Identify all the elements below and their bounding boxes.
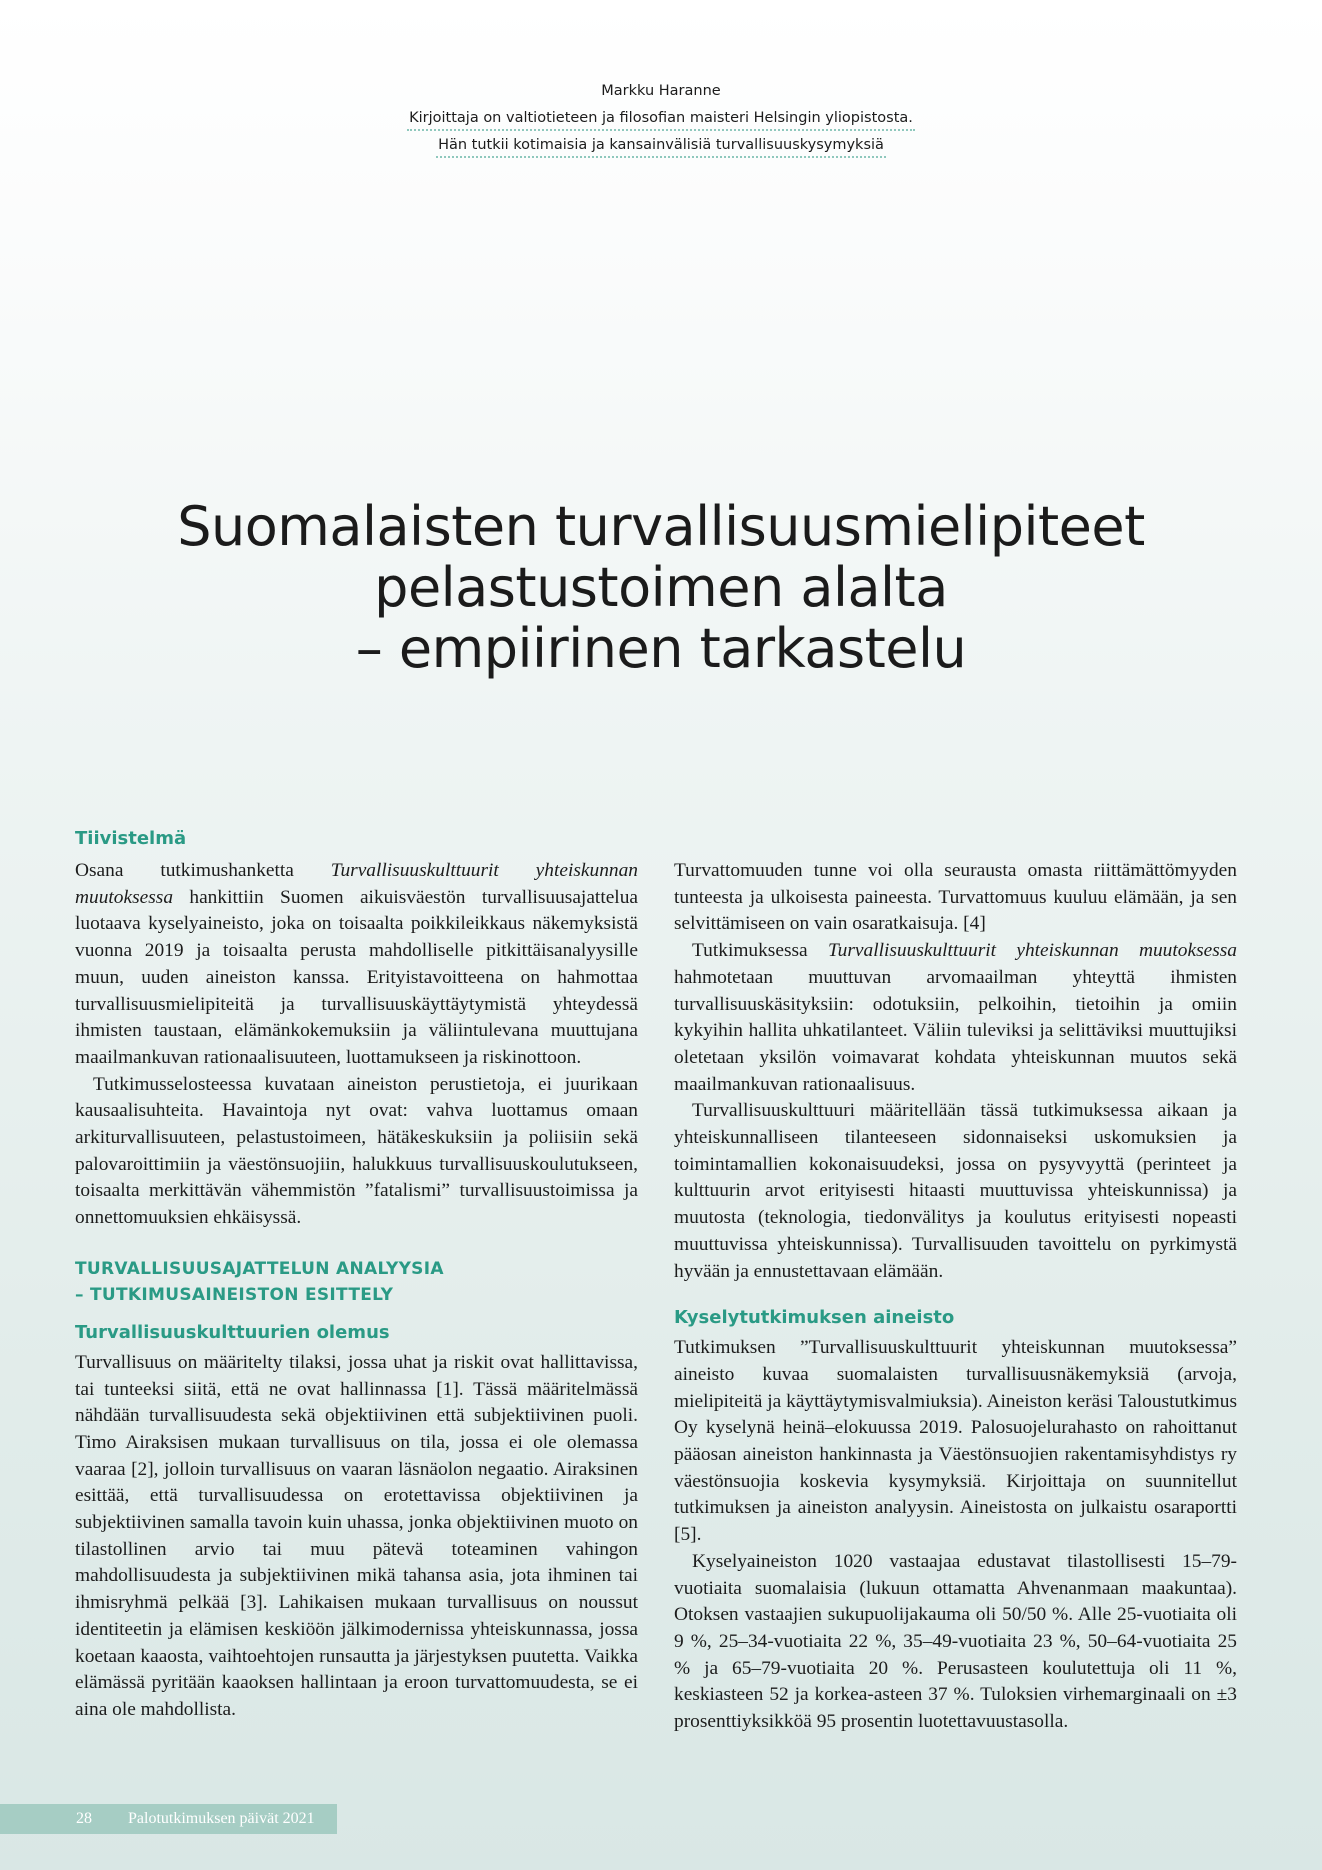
section-heading: TURVALLISUUSAJATTELUN ANALYYSIA – TUTKIMUSAINEISTON ESITTELY	[75, 1258, 444, 1305]
body-paragraph-1: Turvallisuus on määritelty tilaksi, jossa uhat ja riskit ovat hallittavissa, tai tunteeksi siitä, että ne ovat hallinnassa [1]. Tässä määritelmässä nähdään turvallisuudesta sekä objektiivinen että subjektiivinen puoli. Timo Airaksisen mukaan turvallisuus on tila, jossa ei ole olemassa vaaraa [2], jolloin turvallisuus on vaaran läsnäolon negaatio. Airaksinen esittää, että turvallisuudessa on erotettavissa objektiivinen ja subjektiivinen samalla tavoin kuin uhassa, jonka objektiivinen muoto on tilastollinen arvio tai muu pätevä toteaminen vahingon mahdollisuudesta ja subjektiivinen mikä tahansa asia, jota ihminen tai ihmisryhmä pelkää [3]. Lahikaisen mukaan turvallisuus on noussut identiteetin ja elämisen keskiöön jälkimodernissa yhteiskunnassa, jossa koetaan kaaosta, vaihtoehtojen runsautta ja järjestyksen puutetta. Vaikka elämässä pyritään kaaoksen hallintaan ja eroon turvattomuudesta, se ei aina ole mahdollista.	[75, 1351, 638, 1720]
author-bio-line1: Kirjoittaja on valtiotieteen ja filosofian maisteri Helsingin yliopistosta.	[407, 107, 915, 131]
title-line-3: – empiirinen tarkastelu	[355, 617, 967, 680]
subsection-heading-olemus: Turvallisuuskulttuurien olemus	[75, 1321, 390, 1343]
author-bio-line2: Hän tutkii kotimaisia ja kansainvälisiä turvallisuuskysymyksiä	[436, 134, 886, 158]
publication-name: Palotutkimuksen päivät 2021	[128, 1810, 315, 1827]
right-paragraph-5: Kyselyaineiston 1020 vastaajaa edustavat tilastollisesti 15–79-vuotiaita suomalaisia (lukuun ottamatta Ahvenanmaan maakuntaa). Otoksen vastaajien sukupuolijakauma oli 50/50 %. Alle 25-vuotiaita oli 9 %, 25–34-vuotiaita 22 %, 35–49-vuotiaita 23 %, 50–64-vuotiaita 25 % ja 65–79-vuotiaita 20 %. Perusasteen koulutettuja oli 11 %, keskiasteen 52 ja korkea-asteen 37 %. Tuloksien virhemarginaali on ±3 prosenttiyksikköä 95 prosentin luotettavuustasolla.	[674, 1550, 1237, 1733]
right-paragraph-2: Tutkimuksessa Turvallisuuskulttuurit yhteiskunnan muutoksessa hahmotetaan muuttuvan arvomaailman yhteyttä ihmisten turvallisuuskäsityksiin: odotuksiin, pelkoihin, tietoihin ja omiin kykyihin hallita uhkatilanteet. Väliin tuleviksi ja selittäviksi muuttujiksi oletetaan yksilön voimavarat kohdata yhteiskunnan muutos sekä maailmankuvan rationaalisuus.	[674, 940, 1238, 1095]
right-paragraph-1: Turvattomuuden tunne voi olla seurausta omasta riittämättömyyden tunteesta ja ulkoisesta paineesta. Turvattomuus kuuluu elämään, ja sen selvittämiseen on vain osaratkaisuja. [4]	[674, 860, 1237, 935]
subsection-heading-aineisto: Kyselytutkimuksen aineisto	[674, 1307, 955, 1329]
title-line-2: pelastustoimen alalta	[374, 556, 948, 619]
article-title	[0, 496, 1322, 679]
page-footer	[0, 1804, 337, 1834]
abstract-heading: Tiivistelmä	[75, 828, 187, 849]
abstract-paragraph-2: Tutkimusselosteessa kuvataan aineiston perustietoja, ei juurikaan kausaalisuhteita. Havaintoja nyt ovat: vahva luottamus omaan arkiturvallisuuteen, pelastustoimeen, hätäkeskuksiin ja poliisiin sekä palovaroittimiin ja väestönsuojiin, halukkuus turvallisuuskoulutukseen, toisaalta merkittävän vähemmistön ”fatalismi” turvallisuustoimissa ja onnettomuuksien ehkäisyssä.	[75, 1073, 638, 1229]
author-block	[0, 78, 1322, 159]
right-column	[674, 826, 1237, 1736]
left-column	[75, 826, 638, 1724]
page-number: 28	[76, 1810, 92, 1827]
abstract-paragraph-1: Osana tutkimushanketta Turvallisuuskulttuurit yhteiskunnan muutoksessa hankittiin Suomen aikuisväestön turvallisuusajattelua luotaava kyselyaineisto, joka on toisaalta poikkileikkaus näkemyksistä vuonna 2019 ja toisaalta perusta mahdolliselle pitkittäisanalyysille muun, uuden aineiston kanssa. Erityistavoitteena on hahmottaa turvallisuusmielipiteitä ja turvallisuuskäyttäytymistä yhteydessä ihmisten taustaan, elämänkokemuksiin ja väliintulevana muuttujana maailmankuvan rationaalisuuteen, luottamukseen ja riskinottoon.	[75, 860, 638, 1068]
right-paragraph-3: Turvallisuuskulttuuri määritellään tässä tutkimuksessa aikaan ja yhteiskunnalliseen tilanteeseen sidonnaiseksi uskomuksien ja toimintamallien kokonaisuudeksi, jossa on pysyvyyttä (perinteet ja kulttuurin arvot erityisesti hitaasti muuttuvissa yhteiskunnissa) ja muutosta (teknologia, tiedonvälitys ja koulutus erityisesti nopeasti muuttuvissa yhteiskunnissa). Turvallisuuden tavoittelu on pyrkimystä hyvään ja ennustettavaan elämään.	[674, 1100, 1237, 1282]
author-name: Markku Haranne	[601, 83, 721, 99]
right-paragraph-4: Tutkimuksen ”Turvallisuuskulttuurit yhteiskunnan muutoksessa” aineisto kuvaa suomalaisten turvallisuusnäkemyksiä (arvoja, mielipiteitä ja käyttäytymisvalmiuksia). Aineiston keräsi Taloustutkimus Oy kyselynä heinä–elokuussa 2019. Palosuojelurahasto on rahoittanut pääosan aineiston hankinnasta ja Väestönsuojien rakentamisyhdistys ry väestönsuojia koskevia kysymyksiä. Kirjoittaja on suunnitellut tutkimuksen ja aineiston analyysin. Aineistosta on julkaistu osaraportti [5].	[674, 1337, 1237, 1546]
title-line-1: Suomalaisten turvallisuusmielipiteet	[177, 495, 1145, 558]
